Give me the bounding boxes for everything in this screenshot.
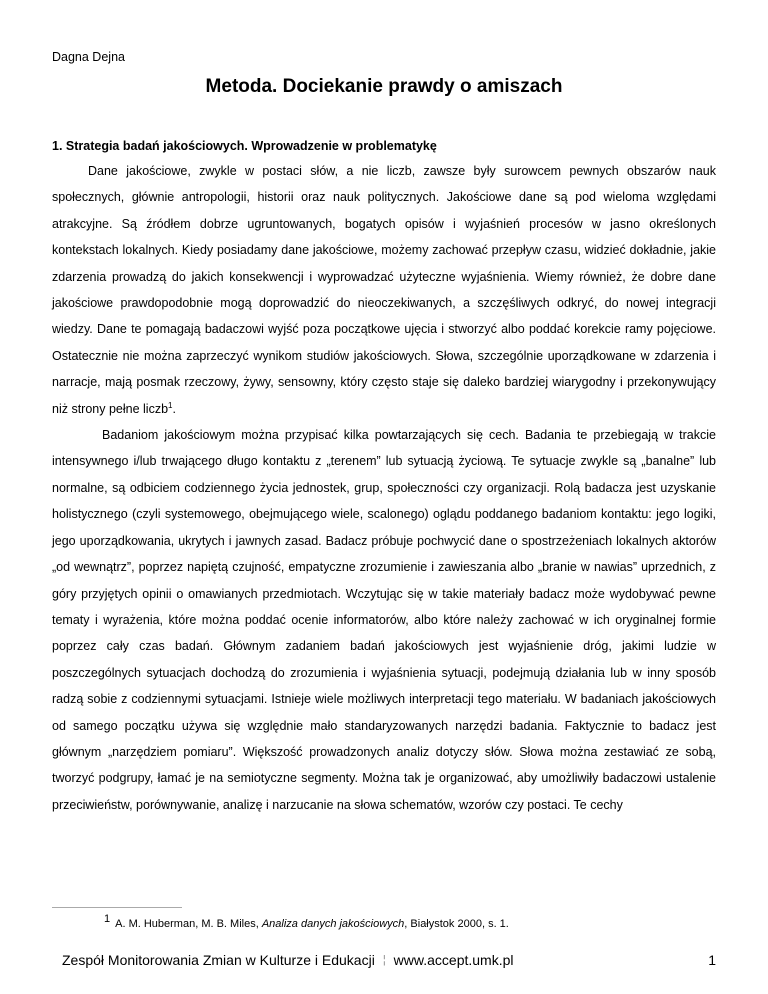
- author-name: Dagna Dejna: [52, 50, 125, 64]
- footnote-book-title: Analiza danych jakościowych: [261, 918, 405, 930]
- section-heading: 1. Strategia badań jakościowych. Wprowadzenie w problematykę: [52, 139, 437, 153]
- paragraph-1: [52, 158, 716, 422]
- footer-separator: ¦: [382, 954, 386, 966]
- footnote-divider: [52, 907, 182, 908]
- footnote-number: 1: [104, 913, 111, 926]
- page-number: 1: [708, 952, 716, 968]
- footnote-text-before: A. M. Huberman, M. B. Miles,: [115, 918, 262, 930]
- paragraph-1-end: .: [172, 401, 176, 416]
- paragraph-2: Badaniom jakościowym można przypisać kilka powtarzających się cech. Badania te przebiegają w trakcie intensywnego i/lub trwającego długo kontaktu z „terenem” lub sytuacją życiową. Te sytuacje zwykle są „banalne” lub normalne, są odbiciem codziennego życia jednostek, grup, społeczności czy organizacji. Rolą badacza jest uzyskanie holistycznego (czyli systemowego, obejmującego wiele, scalonego) oglądu poddanego badaniom kontaktu: jego logiki, jego uporządkowania, ukrytych i jawnych zasad. Badacz próbuje pochwycić dane o spostrzeżeniach lokalnych aktorów „od wewnątrz”, poprzez napiętą czujność, empatyczne zrozumienie i zawieszania albo „branie w nawias” uprzednich, z góry przyjętych opinii o omawianych przedmiotach. Wczytując się w takie materiały badacz może wydobywać pewne tematy i wyrażenia, które można poddać ocenie informatorów, albo które należy zachować w ich oryginalnej formie poprzez cały czas badań. Głównym zadaniem badań jakościowych jest wyjaśnienie dróg, jakimi ludzie w poszczególnych sytuacjach dochodzą do zrozumienia i wyjaśnienia sytuacji, podejmują działania lub w inny sposób radzą sobie z codziennymi sytuacjami. Istnieje wiele możliwych interpretacji tego materiału. W badaniach jakościowych od samego początku używa się względnie mało standaryzowanych narzędzi badania. Faktycznie to badacz jest głównym „narzędziem pomiaru”. Większość prowadzonych analiz dotyczy słów. Słowa można zestawiać ze sobą, tworzyć podgrupy, łamać je na semiotyczne segmenty. Można tak je organizować, aby umożliwiły badaczowi ustalenie przeciwieństw, porównywanie, analizę i narzucanie na słowa schematów, wzorów czy postaci. Te cechy: [52, 428, 716, 812]
- document-title: Metoda. Dociekanie prawdy o amiszach: [205, 76, 563, 97]
- footnote-ref[interactable]: 1: [168, 400, 173, 410]
- footer-organization: Zespół Monitorowania Zmian w Kulturze i Edukacji: [62, 952, 375, 968]
- footer-website-link[interactable]: www.accept.umk.pl: [393, 952, 514, 968]
- page-footer: [62, 952, 716, 968]
- paragraph-1-text: Dane jakościowe, zwykle w postaci słów, a nie liczb, zawsze były surowcem pewnych obszarów nauk społecznych, głównie antropologii, historii oraz nauk politycznych. Jakościowe dane są pod wieloma względami atrakcyjne. Są źródłem dobrze ugruntowanych, bogatych opisów i wyjaśnień procesów w jasno określonych kontekstach lokalnych. Kiedy posiadamy dane jakościowe, możemy zachować przepływ czasu, widzieć dokładnie, jakie zdarzenia prowadzą do jakich konsekwencji i wyprowadzać użyteczne wyjaśnienia. Wiemy również, że dobre dane jakościowe prawdopodobnie mogą doprowadzić do nieoczekiwanych, a szczęśliwych odkryć, do nowej integracji wiedzy. Dane te pomagają badaczowi wyjść poza początkowe ujęcia i stworzyć albo poddać korekcie ramy pojęciowe. Ostatecznie nie można zaprzeczyć wynikom studiów jakościowych. Słowa, szczególnie uporządkowane w zdarzenia i narracje, mają posmak rzeczowy, żywy, sensowny, który często staje się daleko bardziej wiarygodny i przekonywujący niż strony pełne liczb: [52, 164, 716, 416]
- body-text: [52, 158, 716, 818]
- footnote-text-after: , Białystok 2000, s. 1.: [404, 918, 509, 930]
- footnote: [104, 913, 509, 930]
